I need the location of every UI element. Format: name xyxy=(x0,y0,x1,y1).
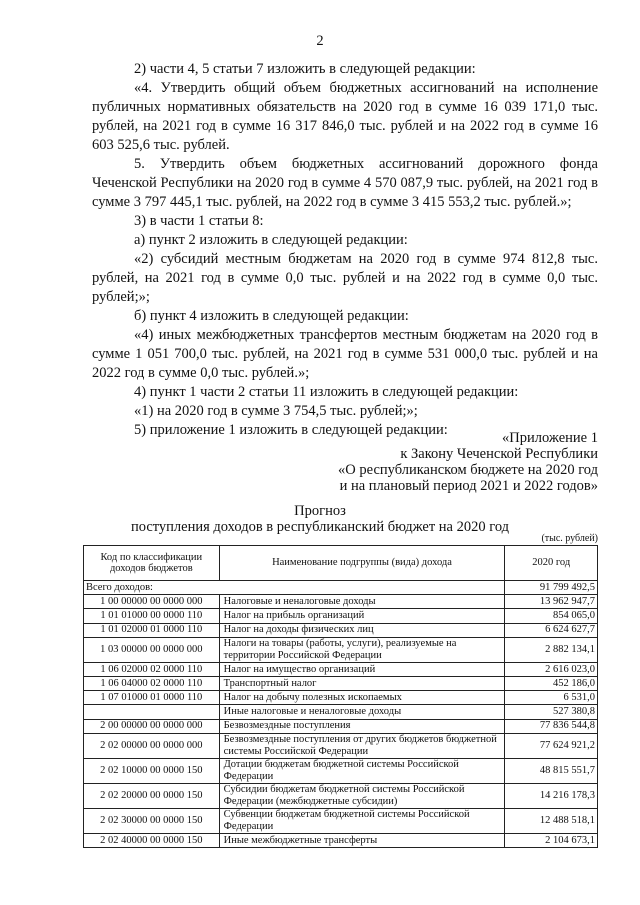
table-row xyxy=(84,623,598,637)
value-cell: 2 616 023,0 xyxy=(505,662,598,676)
value-cell: 48 815 551,7 xyxy=(505,758,598,783)
value-cell: 77 836 544,8 xyxy=(505,719,598,733)
header-code: Код по классификации доходов бюджетов xyxy=(84,546,220,581)
name-cell: Субвенции бюджетам бюджетной системы Российской Федерации xyxy=(219,808,505,833)
code-cell: 1 01 02000 01 0000 110 xyxy=(84,623,220,637)
appendix-line: и на плановый период 2021 и 2022 годов» xyxy=(339,478,598,494)
code-cell: 1 01 01000 00 0000 110 xyxy=(84,609,220,623)
code-cell: 1 06 02000 02 0000 110 xyxy=(84,662,220,676)
table-row xyxy=(84,637,598,662)
paragraph: б) пункт 4 изложить в следующей редакции: xyxy=(134,308,409,324)
paragraph: 2) части 4, 5 статьи 7 изложить в следующей редакции: xyxy=(134,61,476,77)
units-label: (тыс. рублей) xyxy=(541,533,598,544)
document-body xyxy=(92,60,598,440)
table-row xyxy=(84,609,598,623)
header-year: 2020 год xyxy=(505,546,598,581)
table-row xyxy=(84,733,598,758)
name-cell: Транспортный налог xyxy=(219,676,505,690)
paragraph: 5) приложение 1 изложить в следующей редакции: xyxy=(134,422,448,438)
value-cell: 13 962 947,7 xyxy=(505,595,598,609)
paragraph: а) пункт 2 изложить в следующей редакции: xyxy=(134,232,408,248)
name-cell: Налог на добычу полезных ископаемых xyxy=(219,691,505,705)
code-cell: 2 02 00000 00 0000 000 xyxy=(84,733,220,758)
table-row xyxy=(84,691,598,705)
table-row xyxy=(84,808,598,833)
table-row xyxy=(84,833,598,847)
title-line: поступления доходов в республиканский бюджет на 2020 год xyxy=(130,519,510,535)
code-cell: 1 07 01000 01 0000 110 xyxy=(84,691,220,705)
appendix-header xyxy=(338,430,598,494)
name-cell: Безвозмездные поступления от других бюджетов бюджетной системы Российской Федерации xyxy=(219,733,505,758)
name-cell: Налог на прибыль организаций xyxy=(219,609,505,623)
paragraph: 5. Утвердить объем бюджетных ассигнований дорожного фонда Чеченской Республики на 2020 год в сумме 4 570 087,9 тыс. рублей, на 2021 год в сумме 3 797 445,1 тыс. рублей, на 2022 год в сумме 3 415 553,2 тыс. рублей.»; xyxy=(92,156,598,210)
value-cell: 452 186,0 xyxy=(505,676,598,690)
appendix-line: «Приложение 1 xyxy=(502,430,598,446)
table-row xyxy=(84,705,598,719)
name-cell: Налоги на товары (работы, услуги), реализуемые на территории Российской Федерации xyxy=(219,637,505,662)
value-cell: 6 531,0 xyxy=(505,691,598,705)
name-cell: Иные налоговые и неналоговые доходы xyxy=(219,705,505,719)
value-cell: 14 216 178,3 xyxy=(505,783,598,808)
name-cell: Налог на доходы физических лиц xyxy=(219,623,505,637)
code-cell: 2 02 10000 00 0000 150 xyxy=(84,758,220,783)
table-row xyxy=(84,676,598,690)
code-cell: 2 02 20000 00 0000 150 xyxy=(84,783,220,808)
paragraph: 4) пункт 1 части 2 статьи 11 изложить в следующей редакции: xyxy=(134,384,519,400)
page-number: 2 xyxy=(316,33,324,49)
code-cell: 1 00 00000 00 0000 000 xyxy=(84,595,220,609)
code-cell: 2 02 40000 00 0000 150 xyxy=(84,833,220,847)
paragraph: «4. Утвердить общий объем бюджетных ассигнований на исполнение публичных нормативных обязательств на 2020 год в сумме 16 039 171,0 тыс. рублей, на 2021 год в сумме 16 317 846,0 тыс. рублей и на 2022 год в сумме 16 603 525,6 тыс. рублей. xyxy=(92,80,598,153)
value-cell: 2 882 134,1 xyxy=(505,637,598,662)
total-value: 91 799 492,5 xyxy=(505,581,598,595)
paragraph: 3) в части 1 статьи 8: xyxy=(134,213,264,229)
value-cell: 854 065,0 xyxy=(505,609,598,623)
name-cell: Безвозмездные поступления xyxy=(219,719,505,733)
code-cell: 2 02 30000 00 0000 150 xyxy=(84,808,220,833)
total-label: Всего доходов: xyxy=(84,581,505,595)
table-title xyxy=(0,503,640,535)
paragraph: «4) иных межбюджетных трансфертов местным бюджетам на 2020 год в сумме 1 051 700,0 тыс. рублей, на 2021 год в сумме 531 000,0 тыс. рублей и на 2022 год в сумме 0,0 тыс. рублей.»; xyxy=(92,327,598,381)
value-cell: 12 488 518,1 xyxy=(505,808,598,833)
table-row xyxy=(84,783,598,808)
header-name: Наименование подгруппы (вида) дохода xyxy=(219,546,505,581)
total-row xyxy=(84,581,598,595)
code-cell: 1 06 04000 02 0000 110 xyxy=(84,676,220,690)
name-cell: Налог на имущество организаций xyxy=(219,662,505,676)
value-cell: 77 624 921,2 xyxy=(505,733,598,758)
value-cell: 2 104 673,1 xyxy=(505,833,598,847)
paragraph: «2) субсидий местным бюджетам на 2020 год в сумме 974 812,8 тыс. рублей, на 2021 год в сумме 0,0 тыс. рублей и на 2022 год в сумме 0,0 тыс. рублей;»; xyxy=(92,251,598,305)
table-row xyxy=(84,719,598,733)
name-cell: Налоговые и неналоговые доходы xyxy=(219,595,505,609)
code-cell: 1 03 00000 00 0000 000 xyxy=(84,637,220,662)
value-cell: 527 380,8 xyxy=(505,705,598,719)
table-row xyxy=(84,662,598,676)
appendix-line: к Закону Чеченской Республики xyxy=(400,446,598,462)
code-cell xyxy=(84,705,220,719)
paragraph: «1) на 2020 год в сумме 3 754,5 тыс. рублей;»; xyxy=(134,403,418,419)
name-cell: Субсидии бюджетам бюджетной системы Российской Федерации (межбюджетные субсидии) xyxy=(219,783,505,808)
table-row xyxy=(84,595,598,609)
name-cell: Иные межбюджетные трансферты xyxy=(219,833,505,847)
table-header-row xyxy=(84,546,598,581)
title-line: Прогноз xyxy=(294,503,346,519)
value-cell: 6 624 627,7 xyxy=(505,623,598,637)
table-row xyxy=(84,758,598,783)
revenue-table xyxy=(83,545,598,848)
appendix-line: «О республиканском бюджете на 2020 год xyxy=(338,462,598,478)
name-cell: Дотации бюджетам бюджетной системы Российской Федерации xyxy=(219,758,505,783)
code-cell: 2 00 00000 00 0000 000 xyxy=(84,719,220,733)
